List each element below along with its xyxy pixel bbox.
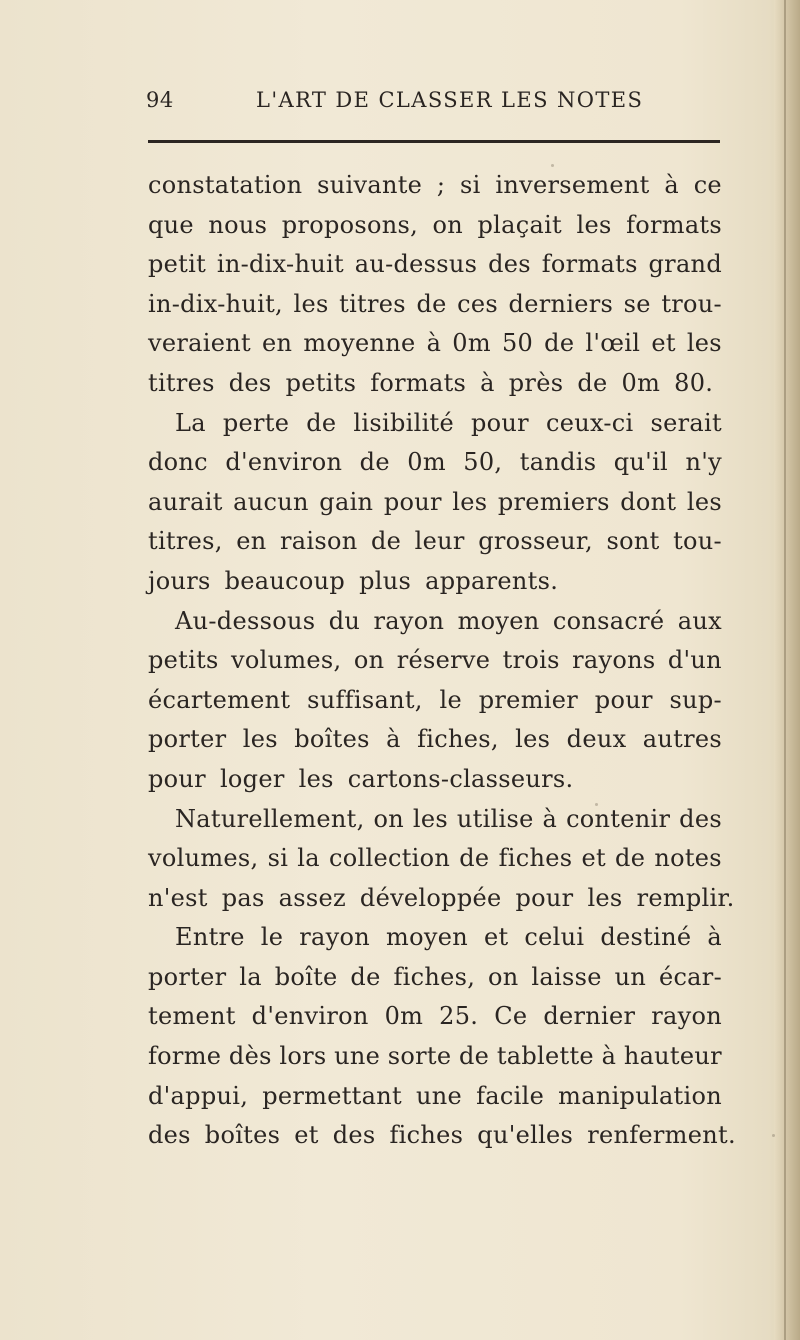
text-line: titres des petits formats à près de 0m 80. — [148, 368, 714, 397]
text-line: n'est pas assez développée pour les remplir. — [148, 883, 735, 912]
text-line: que nous proposons, on plaçait les formats — [148, 210, 722, 239]
text-line: écartement suffisant, le premier pour sup- — [148, 685, 722, 714]
text-line: in-dix-huit, les titres de ces derniers se trou- — [148, 289, 722, 318]
text-line: Entre le rayon moyen et celui destiné à — [175, 923, 722, 952]
text-line: petit in-dix-huit au-dessus des formats grand — [148, 250, 722, 279]
paper-speck — [772, 1134, 775, 1137]
text-line: volumes, si la collection de fiches et de notes — [148, 844, 722, 873]
text-line: jours beaucoup plus apparents. — [148, 566, 559, 595]
page-number: 94 — [146, 88, 174, 112]
text-line: aurait aucun gain pour les premiers dont les — [148, 487, 722, 516]
text-line: donc d'environ de 0m 50, tandis qu'il n'y — [148, 448, 722, 477]
text-line: constatation suivante ; si inversement à ce — [148, 171, 722, 199]
text-line: Naturellement, on les utilise à contenir des — [175, 804, 722, 833]
page-edge-shadow — [774, 0, 800, 1340]
text-line: tement d'environ 0m 25. Ce dernier rayon — [148, 1002, 722, 1031]
text-line: titres, en raison de leur grosseur, sont tou- — [148, 527, 722, 556]
page-edge-line — [784, 0, 786, 1340]
text-line: d'appui, permettant une facile manipulation — [148, 1081, 722, 1110]
running-header — [146, 88, 722, 122]
text-line: forme dès lors une sorte de tablette à hauteur — [148, 1042, 722, 1071]
text-line: Au-dessous du rayon moyen consacré aux — [175, 606, 722, 635]
header-rule — [148, 140, 720, 143]
paper-speck — [595, 803, 598, 806]
text-line: des boîtes et des fiches qu'elles renferment. — [148, 1121, 736, 1150]
text-line: La perte de lisibilité pour ceux-ci serait — [175, 408, 722, 437]
text-line: petits volumes, on réserve trois rayons d'un — [148, 646, 722, 675]
running-title: L'ART DE CLASSER LES NOTES — [256, 88, 644, 112]
text-line: porter la boîte de fiches, on laisse un écar- — [148, 962, 722, 991]
text-line: porter les boîtes à fiches, les deux autres — [148, 725, 722, 754]
body-text — [148, 166, 736, 1156]
paper-speck — [551, 164, 554, 167]
text-line: veraient en moyenne à 0m 50 de l'œil et les — [148, 329, 722, 358]
text-line: pour loger les cartons-classeurs. — [148, 764, 574, 793]
